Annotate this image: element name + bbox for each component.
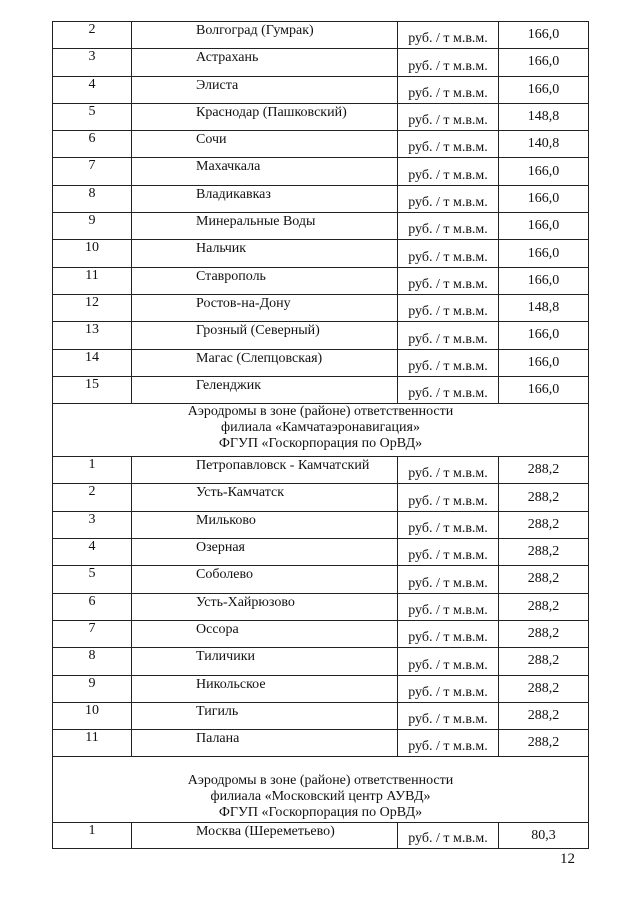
row-number: 14 <box>53 349 132 376</box>
aerodrome-name: Оссора <box>132 620 398 647</box>
unit-cell: руб. / т м.в.м. <box>398 593 499 620</box>
table-row <box>53 213 589 240</box>
rate-value: 288,2 <box>499 593 589 620</box>
table-row <box>53 322 589 349</box>
aerodrome-name: Магас (Слепцовская) <box>132 349 398 376</box>
table-row <box>53 648 589 675</box>
section-header-line: Аэродромы в зоне (районе) ответственности <box>187 404 454 420</box>
table-row <box>53 185 589 212</box>
rate-value: 288,2 <box>499 702 589 729</box>
aerodrome-name: Сочи <box>132 131 398 158</box>
aerodrome-name: Тиличики <box>132 648 398 675</box>
section-header-line: ФГУП «Госкорпорация по ОрВД» <box>218 436 423 452</box>
rate-value: 166,0 <box>499 240 589 267</box>
unit-cell: руб. / т м.в.м. <box>398 620 499 647</box>
unit-cell: руб. / т м.в.м. <box>398 457 499 484</box>
unit-cell: руб. / т м.в.м. <box>398 376 499 403</box>
unit-cell: руб. / т м.в.м. <box>398 823 499 849</box>
row-number: 2 <box>53 484 132 511</box>
rate-value: 166,0 <box>499 322 589 349</box>
row-number: 9 <box>53 213 132 240</box>
row-number: 6 <box>53 593 132 620</box>
rate-value: 288,2 <box>499 648 589 675</box>
rate-value: 166,0 <box>499 22 589 49</box>
rate-value: 80,3 <box>499 823 589 849</box>
unit-cell: руб. / т м.в.м. <box>398 349 499 376</box>
row-number: 11 <box>53 730 132 757</box>
rate-value: 166,0 <box>499 185 589 212</box>
table-row <box>53 620 589 647</box>
row-number: 3 <box>53 511 132 538</box>
unit-cell: руб. / т м.в.м. <box>398 103 499 130</box>
rate-value: 166,0 <box>499 267 589 294</box>
rate-value: 166,0 <box>499 213 589 240</box>
row-number: 10 <box>53 702 132 729</box>
table-row <box>53 702 589 729</box>
aerodrome-name: Мильково <box>132 511 398 538</box>
aerodrome-name: Ростов-на-Дону <box>132 294 398 321</box>
table-row <box>53 267 589 294</box>
rate-value: 166,0 <box>499 158 589 185</box>
rate-value: 148,8 <box>499 103 589 130</box>
row-number: 9 <box>53 675 132 702</box>
aerodrome-name: Махачкала <box>132 158 398 185</box>
row-number: 8 <box>53 185 132 212</box>
table-section-kamchatka <box>53 404 589 457</box>
table-group-kamchatka <box>53 457 589 757</box>
rate-value: 288,2 <box>499 675 589 702</box>
table-row <box>53 675 589 702</box>
page-number: 12 <box>560 851 575 867</box>
aerodrome-name: Ставрополь <box>132 267 398 294</box>
unit-cell: руб. / т м.в.м. <box>398 511 499 538</box>
aerodrome-name: Усть-Камчатск <box>132 484 398 511</box>
table-row <box>53 49 589 76</box>
table-row <box>53 566 589 593</box>
row-number: 2 <box>53 22 132 49</box>
row-number: 3 <box>53 49 132 76</box>
row-number: 10 <box>53 240 132 267</box>
rate-value: 166,0 <box>499 349 589 376</box>
aerodrome-name: Геленджик <box>132 376 398 403</box>
rate-value: 166,0 <box>499 376 589 403</box>
row-number: 12 <box>53 294 132 321</box>
aerodrome-name: Краснодар (Пашковский) <box>132 103 398 130</box>
unit-cell: руб. / т м.в.м. <box>398 185 499 212</box>
row-number: 8 <box>53 648 132 675</box>
aerodrome-name: Минеральные Воды <box>132 213 398 240</box>
rate-value: 288,2 <box>499 730 589 757</box>
unit-cell: руб. / т м.в.м. <box>398 566 499 593</box>
row-number: 1 <box>53 457 132 484</box>
unit-cell: руб. / т м.в.м. <box>398 49 499 76</box>
table-row <box>53 131 589 158</box>
aerodrome-name: Волгоград (Гумрак) <box>132 22 398 49</box>
rate-value: 288,2 <box>499 457 589 484</box>
unit-cell: руб. / т м.в.м. <box>398 267 499 294</box>
unit-cell: руб. / т м.в.м. <box>398 675 499 702</box>
section-header-line: Аэродромы в зоне (районе) ответственности <box>187 773 454 789</box>
table-row <box>53 22 589 49</box>
section-header-line: ФГУП «Госкорпорация по ОрВД» <box>218 805 423 821</box>
aerodrome-name: Элиста <box>132 76 398 103</box>
unit-cell: руб. / т м.в.м. <box>398 76 499 103</box>
rate-value: 288,2 <box>499 511 589 538</box>
aerodrome-name: Соболево <box>132 566 398 593</box>
table-row <box>53 158 589 185</box>
table-row <box>53 376 589 403</box>
aerodrome-name: Москва (Шереметьево) <box>132 823 398 849</box>
row-number: 7 <box>53 620 132 647</box>
row-number: 7 <box>53 158 132 185</box>
table-row <box>53 294 589 321</box>
table-row <box>53 539 589 566</box>
table-row <box>53 103 589 130</box>
aerodrome-name: Усть-Хайрюзово <box>132 593 398 620</box>
unit-cell: руб. / т м.в.м. <box>398 322 499 349</box>
aerodrome-name: Никольское <box>132 675 398 702</box>
section-header-line: филиала «Камчатаэронавигация» <box>221 420 420 436</box>
aerodrome-name: Грозный (Северный) <box>132 322 398 349</box>
unit-cell: руб. / т м.в.м. <box>398 131 499 158</box>
aerodrome-name: Палана <box>132 730 398 757</box>
section-header-line: филиала «Московский центр АУВД» <box>210 789 431 805</box>
aerodrome-name: Астрахань <box>132 49 398 76</box>
table-group-moscow <box>53 823 589 849</box>
unit-cell: руб. / т м.в.м. <box>398 294 499 321</box>
row-number: 5 <box>53 566 132 593</box>
unit-cell: руб. / т м.в.м. <box>398 539 499 566</box>
unit-cell: руб. / т м.в.м. <box>398 240 499 267</box>
unit-cell: руб. / т м.в.м. <box>398 730 499 757</box>
table-row <box>53 484 589 511</box>
row-number: 13 <box>53 322 132 349</box>
rate-value: 166,0 <box>499 76 589 103</box>
rate-value: 148,8 <box>499 294 589 321</box>
unit-cell: руб. / т м.в.м. <box>398 484 499 511</box>
table-row <box>53 76 589 103</box>
row-number: 6 <box>53 131 132 158</box>
table-row <box>53 511 589 538</box>
unit-cell: руб. / т м.в.м. <box>398 22 499 49</box>
table-row <box>53 593 589 620</box>
table-section-moscow <box>53 757 589 823</box>
table-group-south <box>53 22 589 404</box>
rate-value: 288,2 <box>499 539 589 566</box>
unit-cell: руб. / т м.в.м. <box>398 158 499 185</box>
row-number: 5 <box>53 103 132 130</box>
aerodrome-name: Владикавказ <box>132 185 398 212</box>
aerodrome-name: Озерная <box>132 539 398 566</box>
aerodrome-name: Нальчик <box>132 240 398 267</box>
aerodrome-name: Петропавловск - Камчатский <box>132 457 398 484</box>
aerodrome-name: Тигиль <box>132 702 398 729</box>
table-row <box>53 823 589 849</box>
row-number: 4 <box>53 76 132 103</box>
unit-cell: руб. / т м.в.м. <box>398 648 499 675</box>
rate-value: 288,2 <box>499 484 589 511</box>
row-number: 15 <box>53 376 132 403</box>
unit-cell: руб. / т м.в.м. <box>398 213 499 240</box>
table-row <box>53 730 589 757</box>
section-header-kamchatka <box>53 404 589 457</box>
row-number: 4 <box>53 539 132 566</box>
unit-cell: руб. / т м.в.м. <box>398 702 499 729</box>
table-row <box>53 349 589 376</box>
rate-value: 288,2 <box>499 620 589 647</box>
tariff-table <box>52 21 589 849</box>
table-row <box>53 240 589 267</box>
rate-value: 166,0 <box>499 49 589 76</box>
section-header-moscow <box>53 757 589 823</box>
table-row <box>53 457 589 484</box>
rate-value: 140,8 <box>499 131 589 158</box>
row-number: 11 <box>53 267 132 294</box>
row-number: 1 <box>53 823 132 849</box>
rate-value: 288,2 <box>499 566 589 593</box>
